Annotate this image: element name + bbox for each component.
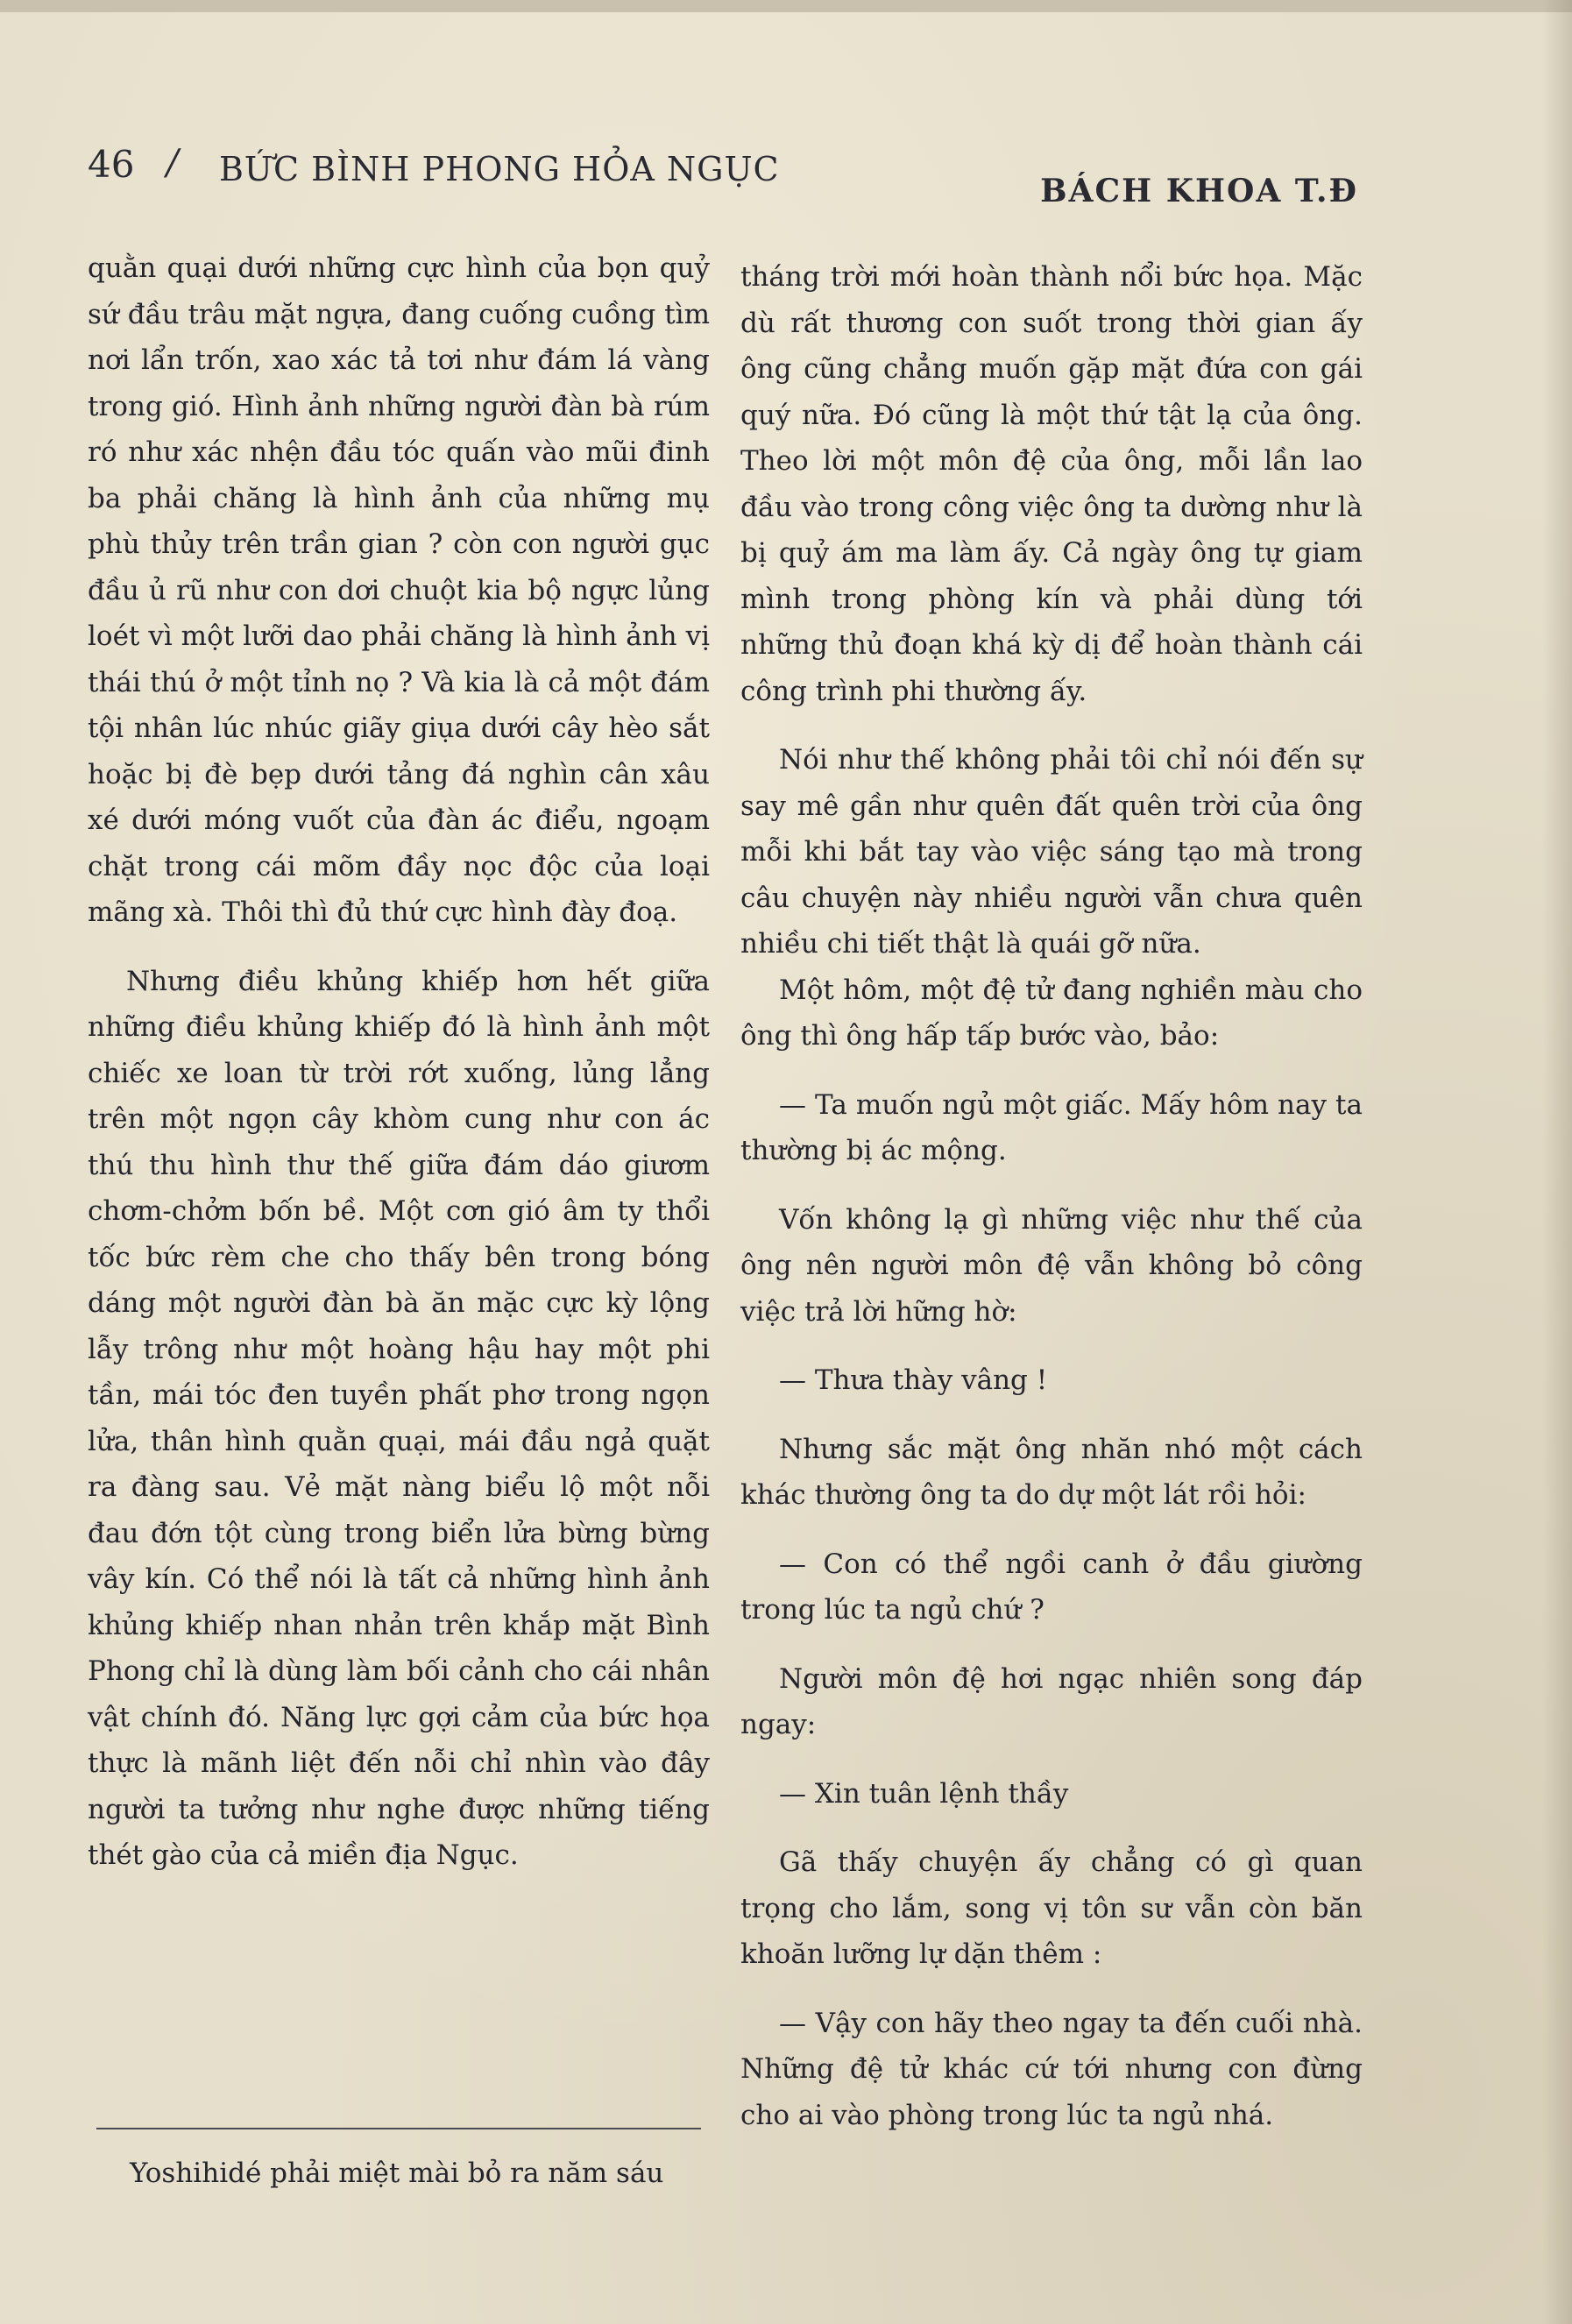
dialogue-line: — Con có thể ngồi canh ở đầu giường trong lúc ta ngủ chứ ? [740,1548,1363,1626]
dialogue-line: — Xin tuân lệnh thầy [779,1777,1069,1810]
paragraph: Gã thấy chuyện ấy chẳng có gì quan trọng cho lắm, song vị tôn sư vẫn còn băn khoăn lưỡng lự dặn thêm : [740,1846,1363,1970]
paragraph: Vốn không lạ gì những việc như thế của ông nên người môn đệ vẫn không bỏ công việc trả lời hững hờ: [740,1203,1363,1328]
section-rule [96,2128,701,2129]
left-column [88,245,710,1879]
running-header [88,136,1367,215]
paragraph-continued-line: Yoshihidé phải miệt mài bỏ ra năm sáu [130,2157,664,2189]
dialogue-line: — Ta muốn ngủ một giấc. Mấy hôm nay ta thường bị ác mộng. [740,1088,1363,1166]
paragraph: Nhưng điều khủng khiếp hơn hết giữa những điều khủng khiếp đó là hình ảnh một chiếc xe loan từ trời rớt xuống, lủng lẳng trên một ngọn cây khòm cung như con ác thú thu hình thư thế giữa đám dáo giươm chơm-chởm bốn bề. Một cơn gió âm ty thổi tốc bức rèm che cho thấy bên trong bóng dáng một người đàn bà ăn mặc cực kỳ lộng lẫy trông như một hoàng hậu hay một phi tần, mái tóc đen tuyền phất phơ trong ngọn lửa, thân hình quằn quại, mái đầu ngả quặt ra đàng sau. Vẻ mặt nàng biểu lộ một nỗi đau đớn tột cùng trong biển lửa bừng bừng vây kín. Có thể nói là tất cả những hình ảnh khủng khiếp nhan nhản trên khắp mặt Bình Phong chỉ là dùng làm bối cảnh cho cái nhân vật chính đó. Năng lực gợi cảm của bức họa thực là mãnh liệt đến nỗi chỉ nhìn vào đây người ta tưởng như nghe được những tiếng thét gào của cả miền địa Ngục. [88,965,710,1871]
paragraph: quằn quại dưới những cực hình của bọn quỷ sứ đầu trâu mặt ngựa, đang cuống cuồng tìm nơi lẩn trốn, xao xác tả tơi như đám lá vàng trong gió. Hình ảnh những người đàn bà rúm ró như xác nhện đầu tóc quấn vào mũi đinh ba phải chăng là hình ảnh của những mụ phù thủy trên trần gian ? còn con người gục đầu ủ rũ như con dơi chuột kia bộ ngực lủng loét vì một lưỡi dao phải chăng là hình ảnh vị thái thú ở một tỉnh nọ ? Và kia là cả một đám tội nhân lúc nhúc giãy giụa dưới cây hèo sắt hoặc bị đè bẹp dưới tảng đá nghìn cân xâu xé dưới móng vuốt của đàn ác điểu, ngoạm chặt trong cái mõm đầy nọc độc của loại mãng xà. Thôi thì đủ thứ cực hình đày đoạ. [88,252,710,928]
header-separator: / [166,143,179,183]
paragraph: Một hôm, một đệ tử đang nghiền màu cho ông thì ông hấp tấp bước vào, bảo: [740,974,1363,1052]
paragraph: tháng trời mới hoàn thành nổi bức họa. Mặc dù rất thương con suốt trong thời gian ấy ông cũng chẳng muốn gặp mặt đứa con gái quý nữa. Đó cũng là một thứ tật lạ của ông. Theo lời một môn đệ của ông, mỗi lần lao đầu vào trong công việc ông ta dường như là bị quỷ ám ma làm ấy. Cả ngày ông tự giam mình trong phòng kín và phải dùng tới những thủ đoạn khá kỳ dị để hoàn thành cái công trình phi thường ấy. [740,261,1363,707]
paragraph: Nói như thế không phải tôi chỉ nói đến sự say mê gần như quên đất quên trời của ông mỗi khi bắt tay vào việc sáng tạo mà trong câu chuyện này nhiều người vẫn chưa quên nhiều chi tiết thật là quái gỡ nữa. [740,744,1363,960]
page-number: 46 [88,143,135,186]
dialogue-line: — Vậy con hãy theo ngay ta đến cuối nhà. Những đệ tử khác cứ tới nhưng con đừng cho ai vào phòng trong lúc ta ngủ nhá. [740,2007,1363,2131]
right-column [740,254,1363,2138]
paragraph: Nhưng sắc mặt ông nhăn nhó một cách khác thường ông ta do dự một lát rồi hỏi: [740,1433,1363,1511]
series-title: BÁCH KHOA T.Đ [1040,173,1358,209]
dialogue-line: — Thưa thày vâng ! [779,1364,1048,1396]
page-right-shadow [1542,0,1572,2324]
page-top-edge [0,0,1572,12]
book-title: BỨC BÌNH PHONG HỎA NGỤC [219,150,780,188]
paragraph: Người môn đệ hơi ngạc nhiên song đáp ngay: [740,1662,1363,1740]
